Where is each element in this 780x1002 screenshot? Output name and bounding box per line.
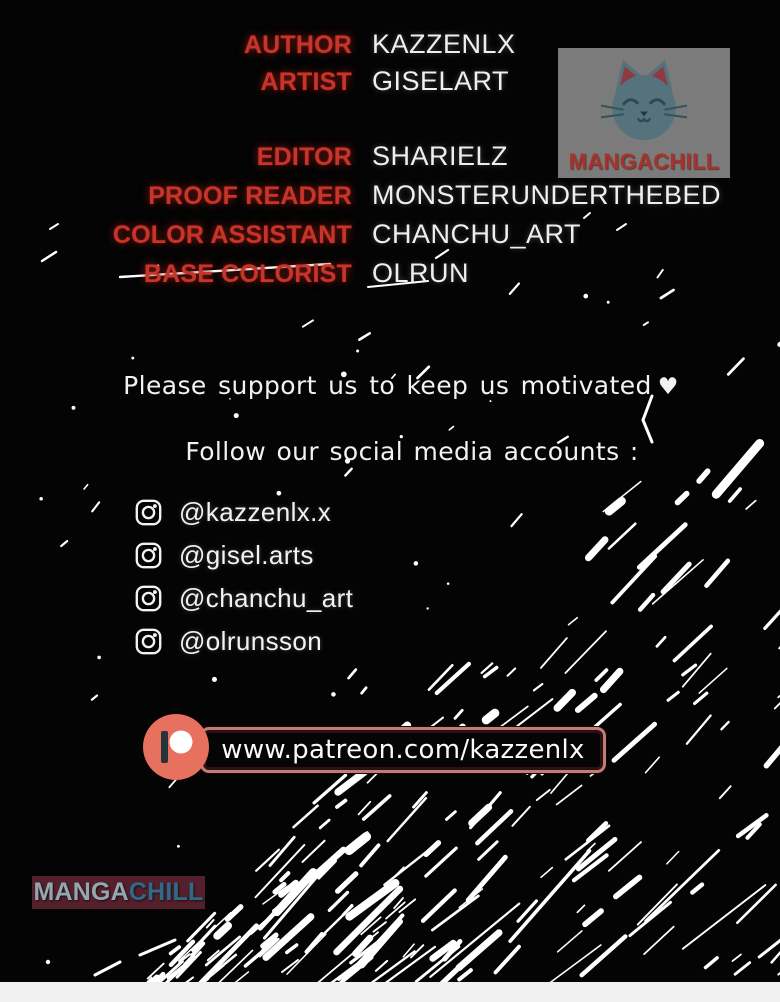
social-row[interactable] — [135, 542, 353, 569]
social-handle[interactable]: @gisel.arts — [179, 540, 314, 570]
credit-value: SHARIELZ — [372, 141, 509, 171]
credit-value: CHANCHU_ART — [372, 219, 582, 249]
credit-value: OLRUN — [372, 258, 470, 288]
social-row[interactable] — [135, 628, 353, 655]
credit-label: ARTIST — [260, 68, 352, 96]
credit-row — [0, 219, 780, 250]
credit-row — [0, 180, 780, 211]
watermark-manga-text: MANGA — [33, 878, 129, 906]
instagram-icon[interactable] — [135, 628, 162, 655]
mangachill-cat-icon — [596, 54, 692, 146]
credit-value: KAZZENLX — [372, 29, 516, 59]
instagram-icon[interactable] — [135, 499, 162, 526]
social-handle[interactable]: @olrunsson — [179, 626, 323, 656]
mangachill-logo-text: MANGACHILL — [568, 149, 720, 174]
credit-label: AUTHOR — [243, 31, 352, 59]
social-row[interactable] — [135, 499, 353, 526]
credit-row — [0, 258, 780, 289]
credit-label: PROOF READER — [148, 182, 352, 210]
credit-value: GISELART — [372, 66, 510, 96]
patreon-url[interactable]: www.patreon.com/kazzenlx — [221, 735, 585, 765]
credit-label: EDITOR — [256, 143, 352, 171]
social-handle[interactable]: @kazzenlx.x — [179, 497, 332, 527]
watermark-chill-text: CHILL — [128, 878, 204, 906]
support-message — [22, 371, 780, 400]
heart-icon: ♥ — [657, 374, 679, 400]
social-row[interactable] — [135, 585, 353, 612]
patreon-icon[interactable] — [143, 714, 209, 780]
mangachill-logo — [558, 48, 730, 178]
patreon-link-box[interactable] — [200, 727, 606, 773]
social-handles-list — [135, 499, 353, 671]
social-handle[interactable]: @chanchu_art — [179, 583, 354, 613]
support-message-text: Please support us to keep us motivated — [123, 371, 652, 400]
credit-label: COLOR ASSISTANT — [112, 221, 352, 249]
mangachill-watermark — [32, 876, 205, 909]
credit-label: BASE COLORIST — [143, 260, 352, 288]
next-page-edge — [0, 982, 780, 1002]
instagram-icon[interactable] — [135, 585, 162, 612]
credit-value: MONSTERUNDERTHEBED — [372, 180, 722, 210]
instagram-icon[interactable] — [135, 542, 162, 569]
follow-message: Follow our social media accounts : — [185, 437, 639, 466]
